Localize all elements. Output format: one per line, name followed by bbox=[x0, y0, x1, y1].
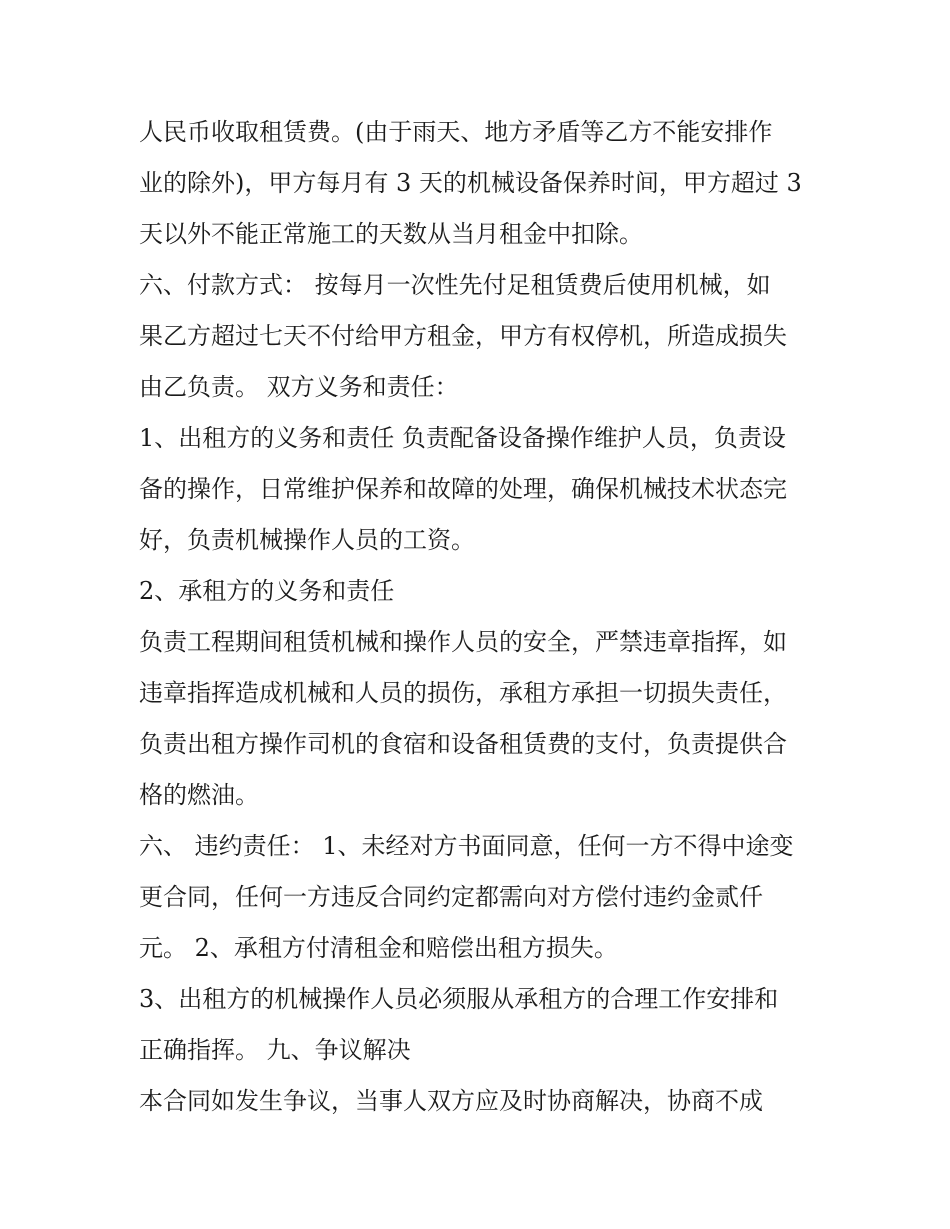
text-line: 天以外不能正常施工的天数从当月租金中扣除。 bbox=[139, 220, 643, 248]
text-line: 正确指挥。 九、争议解决 bbox=[139, 1036, 411, 1064]
text-line: 更合同，任何一方违反合同约定都需向对方偿付违约金贰仟 bbox=[139, 883, 763, 911]
text-line: 格的燃油。 bbox=[139, 781, 259, 809]
section-payment-line: 六、付款方式： 按每月一次性先付足租赁费后使用机械，如 bbox=[139, 271, 771, 299]
text-line: 负责出租方操作司机的食宿和设备租赁费的支付，负责提供合 bbox=[139, 730, 787, 758]
text-line: 元。 2、承租方付清租金和赔偿出租方损失。 bbox=[139, 934, 618, 962]
text-line: 由乙负责。 双方义务和责任： bbox=[139, 373, 459, 401]
contract-body-text bbox=[139, 110, 819, 1130]
text-line: 业的除外)，甲方每月有 3 天的机械设备保养时间，甲方超过 3 bbox=[139, 169, 802, 197]
text-line: 果乙方超过七天不付给甲方租金，甲方有权停机，所造成损失 bbox=[139, 322, 787, 350]
text-line: 违章指挥造成机械和人员的损伤，承租方承担一切损失责任， bbox=[139, 679, 787, 707]
text-line: 3、出租方的机械操作人员必须服从承租方的合理工作安排和 bbox=[139, 985, 779, 1013]
text-line: 好，负责机械操作人员的工资。 bbox=[139, 526, 475, 554]
lessee-duties-heading: 2、承租方的义务和责任 bbox=[139, 577, 395, 605]
section-breach-line: 六、 违约责任： 1、未经对方书面同意，任何一方不得中途变 bbox=[139, 832, 794, 860]
text-line: 人民币收取租赁费。(由于雨天、地方矛盾等乙方不能安排作 bbox=[139, 118, 773, 146]
text-line: 本合同如发生争议，当事人双方应及时协商解决，协商不成 bbox=[139, 1087, 763, 1115]
lessor-duties-line: 1、出租方的义务和责任 负责配备设备操作维护人员，负责设 bbox=[139, 424, 786, 452]
text-line: 负责工程期间租赁机械和操作人员的安全，严禁违章指挥，如 bbox=[139, 628, 787, 656]
text-line: 备的操作，日常维护保养和故障的处理，确保机械技术状态完 bbox=[139, 475, 787, 503]
